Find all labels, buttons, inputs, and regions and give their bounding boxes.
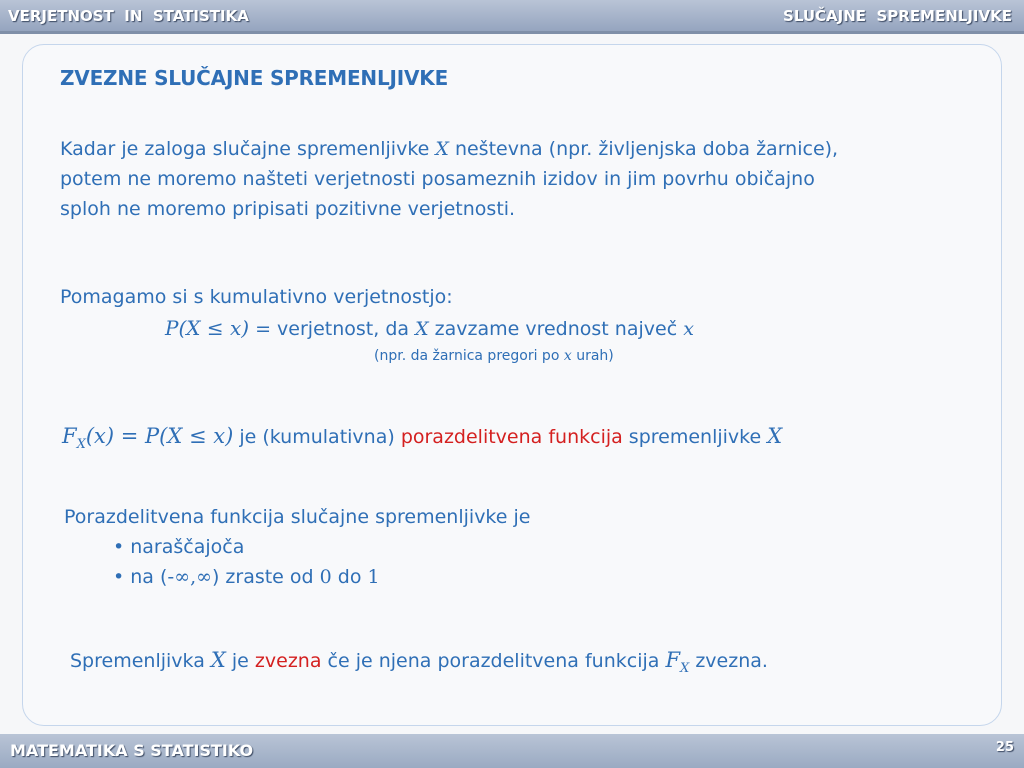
distribution-function-definition: $F_X(x) = P(X \le x)$ je (kumulativna) porazdelitvena funkcija spremenljivke X — [62, 424, 783, 453]
header-course-title: VERJETNOST IN STATISTIKA — [8, 7, 249, 25]
footer-course-name: MATEMATIKA S STATISTIKO — [10, 741, 254, 760]
cumulative-note: (npr. da žarnica pregori po x urah) — [374, 348, 614, 364]
var-X: X — [435, 138, 449, 160]
formula-fx: $F_X$ — [665, 648, 690, 677]
page-number: 25 — [995, 740, 1014, 755]
property-range: • na (-∞,∞) zraste od 0 do 1 — [113, 566, 380, 588]
paragraph-intro-line-3: sploh ne moremo pripisati pozitivne verjetnosti. — [60, 198, 516, 220]
property-increasing: • naraščajoča — [113, 536, 245, 558]
cumulative-intro: Pomagamo si s kumulativno verjetnostjo: — [60, 286, 453, 308]
header-chapter-title: SLUČAJNE SPREMENLJIVKE — [783, 7, 1012, 25]
paragraph-intro-line-1: Kadar je zaloga slučajne spremenljivke X neštevna (npr. življenjska doba žarnice), — [60, 138, 839, 160]
slide-title: ZVEZNE SLUČAJNE SPREMENLJIVKE — [60, 66, 449, 90]
cumulative-definition: P(X ≤ x) = verjetnost, da X zavzame vrednost največ x — [165, 316, 694, 340]
properties-intro: Porazdelitvena funkcija slučajne spremenljivke je — [64, 506, 531, 528]
infinity-symbols: ∞,∞ — [174, 566, 212, 588]
formula-f: $F_X(x) = P(X \le x)$ — [62, 424, 234, 453]
continuity-definition: Spremenljivka X je zvezna če je njena porazdelitvena funkcija $F_X$ zvezna. — [70, 648, 768, 677]
paragraph-intro-line-2: potem ne moremo našteti verjetnosti posameznih izidov in jim povrhu običajno — [60, 168, 815, 190]
formula-p: P(X ≤ x) — [165, 316, 250, 340]
header-bar — [0, 0, 1024, 34]
highlight-distribution-function: porazdelitvena funkcija — [400, 426, 623, 448]
footer-bar — [0, 734, 1024, 768]
paragraph-intro — [60, 134, 940, 224]
highlight-continuous: zvezna — [254, 650, 322, 672]
